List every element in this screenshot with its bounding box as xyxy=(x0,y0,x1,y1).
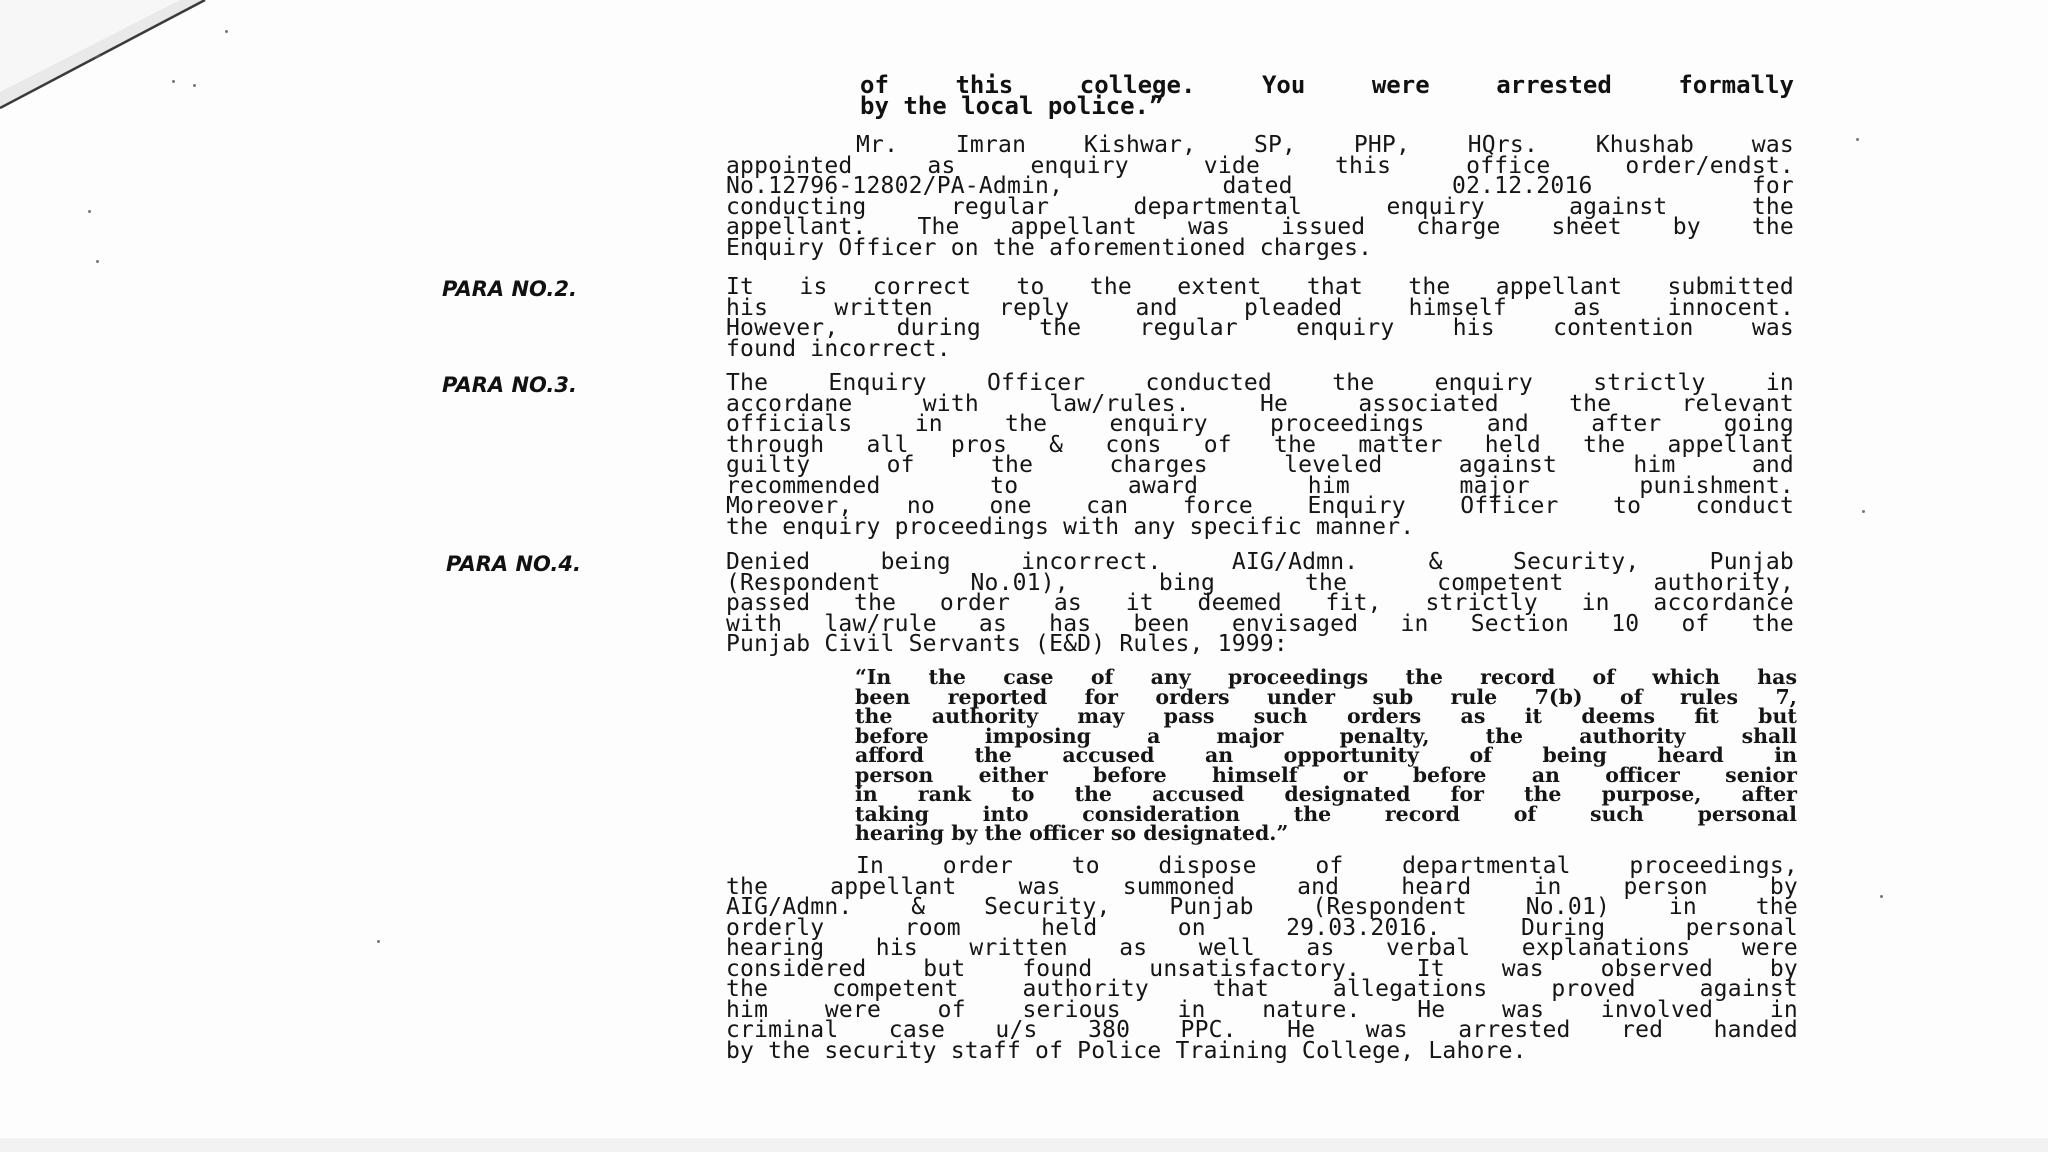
paragraph-line: through all pros & cons of the matter held the appellant xyxy=(726,431,1794,458)
paragraph-line: AIG/Admn. & Security, Punjab (Respondent No.01) in the xyxy=(726,894,1798,920)
paragraph-line: recommended to award him major punishment. xyxy=(726,472,1794,499)
paragraph-line: criminal case u/s 380 PPC. He was arrested red handed xyxy=(726,1017,1798,1043)
quote-line: the authority may pass such orders as it deems fit but xyxy=(855,704,1797,728)
para-4-text xyxy=(726,549,1794,657)
paragraph-line: It is correct to the extent that the appellant submitted xyxy=(726,274,1794,300)
quoted-rule xyxy=(855,665,1797,845)
paragraph-line: the enquiry proceedings with any specific manner. xyxy=(726,513,1415,540)
quote-line: taking into consideration the record of such personal xyxy=(855,801,1797,826)
paragraph-line: the competent authority that allegations proved against xyxy=(726,976,1798,1002)
intro-paragraph xyxy=(726,132,1794,261)
paragraph-line: guilty of the charges leveled against him and xyxy=(726,452,1794,478)
paragraph-line: by the security staff of Police Training College, Lahore. xyxy=(726,1037,1527,1064)
paragraph-line: appellant. The appellant was issued charge sheet by the xyxy=(726,214,1794,240)
paragraph-line: Denied being incorrect. AIG/Admn. & Security, Punjab xyxy=(726,549,1794,575)
paragraph-line: conducting regular departmental enquiry against the xyxy=(726,193,1794,220)
scan-speck xyxy=(96,260,99,263)
quote-line: afford the accused an opportunity of being heard in xyxy=(855,743,1797,767)
quote-line: before imposing a major penalty, the authority shall xyxy=(855,723,1797,748)
scan-speck xyxy=(193,84,196,87)
paragraph-line: found incorrect. xyxy=(726,335,951,362)
opening-statement xyxy=(860,71,1794,120)
scan-speck xyxy=(1856,138,1859,141)
paragraph-line: Moreover, no one can force Enquiry Officer to conduct xyxy=(726,493,1794,519)
paragraph-line: passed the order as it deemed fit, strictly in accordance xyxy=(726,590,1794,616)
para-3-text xyxy=(726,370,1794,540)
scan-speck xyxy=(88,210,91,213)
para-label: PARA NO.4. xyxy=(446,552,581,576)
paragraph-line: officials in the enquiry proceedings and after going xyxy=(726,411,1794,437)
paragraph-line: In order to dispose of departmental proceedings, xyxy=(856,853,1798,879)
paragraph-line: accordane with law/rules. He associated the relevant xyxy=(726,390,1794,417)
paragraph-line: appointed as enquiry vide this office order/endst. xyxy=(726,152,1794,179)
quote-line: hearing by the officer so designated.” xyxy=(855,821,1289,845)
quote-line: “In the case of any proceedings the record of which has xyxy=(855,665,1797,689)
scan-speck xyxy=(225,30,228,33)
scan-speck xyxy=(1880,895,1883,898)
paragraph-line: (Respondent No.01), bing the competent authority, xyxy=(726,569,1794,596)
paragraph-line: him were of serious in nature. He was involved in xyxy=(726,996,1798,1023)
para-2-text xyxy=(726,274,1794,362)
paragraph-line: The Enquiry Officer conducted the enquiry strictly in xyxy=(726,370,1794,396)
scan-speck xyxy=(377,940,380,943)
scan-speck xyxy=(172,80,175,83)
opening-line: by the local police.” xyxy=(860,91,1164,120)
para-label: PARA NO.2. xyxy=(442,277,577,301)
paragraph-line: with law/rule as has been envisaged in Section 10 of the xyxy=(726,610,1794,637)
closing-paragraph xyxy=(726,853,1798,1064)
paragraph-line: Punjab Civil Servants (E&D) Rules, 1999: xyxy=(726,631,1288,657)
opening-line: of this college. You were arrested formally xyxy=(860,71,1794,99)
paragraph-line: No.12796-12802/PA-Admin, dated 02.12.2016 for xyxy=(726,173,1794,199)
paragraph-line: the appellant was summoned and heard in person by xyxy=(726,873,1798,900)
paragraph-line: Enquiry Officer on the aforementioned charges. xyxy=(726,234,1373,261)
paragraph-line: However, during the regular enquiry his contention was xyxy=(726,315,1794,341)
paragraph-line: his written reply and pleaded himself as innocent. xyxy=(726,294,1794,321)
scan-speck xyxy=(1862,510,1865,513)
paragraph-line: hearing his written as well as verbal explanations were xyxy=(726,935,1798,961)
paragraph-line: orderly room held on 29.03.2016. During personal xyxy=(726,914,1798,941)
quote-line: in rank to the accused designated for the purpose, after xyxy=(855,782,1797,806)
quote-line: been reported for orders under sub rule 7(b) of rules 7, xyxy=(855,684,1797,709)
paragraph-line: Mr. Imran Kishwar, SP, PHP, HQrs. Khushab was xyxy=(856,132,1794,158)
para-label: PARA NO.3. xyxy=(442,373,577,397)
quote-line: person either before himself or before an officer senior xyxy=(855,762,1797,787)
paragraph-line: considered but found unsatisfactory. It was observed by xyxy=(726,955,1798,982)
